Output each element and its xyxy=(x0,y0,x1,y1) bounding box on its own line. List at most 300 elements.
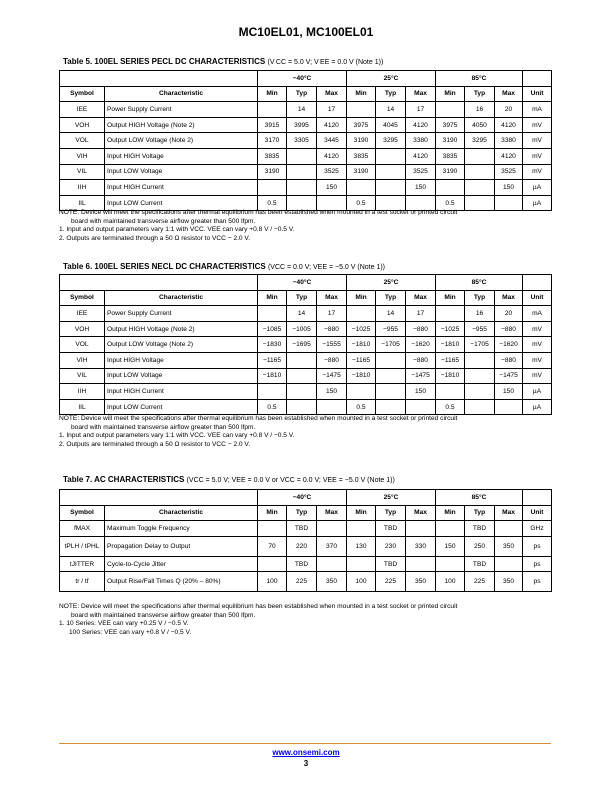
row-value: 150 xyxy=(495,180,523,196)
row-unit: mV xyxy=(523,368,552,384)
row-value xyxy=(495,521,523,537)
row-value: 0.5 xyxy=(436,195,465,211)
row-characteristic: Input HIGH Voltage xyxy=(105,148,258,164)
row-value xyxy=(495,556,523,572)
note-line: board with maintained transverse airflow greater than 500 lfpm. xyxy=(71,423,256,431)
row-value xyxy=(376,399,406,415)
table7-notes xyxy=(59,603,559,637)
max-header: Max xyxy=(495,505,523,521)
row-unit: mA xyxy=(523,102,552,118)
table-row xyxy=(60,117,552,133)
table-row xyxy=(60,148,552,164)
typ-header: Typ xyxy=(376,505,406,521)
row-value xyxy=(347,102,376,118)
row-symbol: VIL xyxy=(60,164,105,180)
row-value: −880 xyxy=(495,321,523,337)
note-line: 2. Outputs are terminated through a 50 Ω resistor to VCC − 2.0 V. xyxy=(59,234,251,242)
row-value: −1025 xyxy=(347,321,376,337)
row-value: 350 xyxy=(495,572,523,592)
footer-website-link[interactable]: www.onsemi.com xyxy=(272,748,340,757)
row-value: 3995 xyxy=(287,117,317,133)
note-line: NOTE: Device will meet the specifications after thermal equilibrium has been established when mounted in a test socket or printed circuit xyxy=(59,603,458,610)
header-blank xyxy=(60,490,258,506)
row-value xyxy=(376,352,406,368)
row-value xyxy=(287,399,317,415)
row-value: 350 xyxy=(406,572,436,592)
row-value: 20 xyxy=(495,306,523,322)
typ-header: Typ xyxy=(465,505,495,521)
row-unit: mV xyxy=(523,133,552,149)
row-unit: µA xyxy=(523,195,552,211)
row-value xyxy=(258,306,287,322)
table-row xyxy=(60,399,552,415)
row-value: 3975 xyxy=(436,117,465,133)
typ-header: Typ xyxy=(287,86,317,102)
row-value: 100 xyxy=(436,572,465,592)
temp-header: 25°C xyxy=(347,275,436,291)
row-symbol: VIH xyxy=(60,148,105,164)
row-value: 3525 xyxy=(495,164,523,180)
row-symbol: IEE xyxy=(60,306,105,322)
row-value: 4120 xyxy=(495,117,523,133)
row-characteristic: Input HIGH Voltage xyxy=(105,352,258,368)
row-unit: mV xyxy=(523,352,552,368)
row-value: 14 xyxy=(376,306,406,322)
min-header: Min xyxy=(258,290,287,306)
min-header: Min xyxy=(347,290,376,306)
row-value xyxy=(347,384,376,400)
row-value: −1165 xyxy=(347,352,376,368)
row-value: 4050 xyxy=(465,117,495,133)
typ-header: Typ xyxy=(376,290,406,306)
row-value: 150 xyxy=(406,384,436,400)
row-value xyxy=(465,368,495,384)
row-value: 3190 xyxy=(436,133,465,149)
row-value: 17 xyxy=(406,306,436,322)
row-value: −1810 xyxy=(436,337,465,353)
footer-rule xyxy=(59,743,551,744)
note-line: 1. Input and output parameters vary 1:1 with VCC. VEE can vary +0.8 V / −0.5 V. xyxy=(59,226,295,234)
characteristic-header: Characteristic xyxy=(105,290,258,306)
row-unit: ps xyxy=(523,536,552,556)
row-value xyxy=(495,399,523,415)
note-line: 1. Input and output parameters vary 1:1 with VCC. VEE can vary +0.8 V / −0.5 V. xyxy=(59,432,295,440)
row-value: 4120 xyxy=(317,148,347,164)
row-value xyxy=(376,164,406,180)
table-row xyxy=(60,521,552,537)
row-value xyxy=(376,148,406,164)
row-unit: mV xyxy=(523,337,552,353)
typ-header: Typ xyxy=(287,290,317,306)
row-symbol: IIH xyxy=(60,384,105,400)
row-value: 3835 xyxy=(347,148,376,164)
min-header: Min xyxy=(258,505,287,521)
row-symbol: VOL xyxy=(60,337,105,353)
temp-header: 85°C xyxy=(436,490,523,506)
row-value: 250 xyxy=(465,536,495,556)
row-value xyxy=(465,164,495,180)
row-value: −1025 xyxy=(436,321,465,337)
row-value: TBD xyxy=(376,556,406,572)
symbol-header: Symbol xyxy=(60,290,105,306)
row-value: TBD xyxy=(465,521,495,537)
max-header: Max xyxy=(495,86,523,102)
row-value: 3525 xyxy=(406,164,436,180)
temp-header: 85°C xyxy=(436,275,523,291)
row-value xyxy=(436,521,465,537)
row-value xyxy=(287,180,317,196)
row-value: −1165 xyxy=(436,352,465,368)
row-unit: mV xyxy=(523,321,552,337)
table5 xyxy=(59,70,552,211)
row-value: 3380 xyxy=(495,133,523,149)
row-value: −1005 xyxy=(287,321,317,337)
row-unit: µA xyxy=(523,384,552,400)
row-value: 17 xyxy=(406,102,436,118)
row-value: 14 xyxy=(287,102,317,118)
temp-header: −40°C xyxy=(258,490,347,506)
row-characteristic: Output LOW Voltage (Note 2) xyxy=(105,133,258,149)
max-header: Max xyxy=(406,290,436,306)
row-value xyxy=(465,384,495,400)
row-value xyxy=(465,399,495,415)
row-value: 17 xyxy=(317,102,347,118)
header-blank xyxy=(60,275,258,291)
row-symbol: VIH xyxy=(60,352,105,368)
row-unit: ps xyxy=(523,556,552,572)
row-value: 4120 xyxy=(495,148,523,164)
row-value: 225 xyxy=(465,572,495,592)
row-value xyxy=(465,180,495,196)
row-value: 0.5 xyxy=(258,399,287,415)
row-value: 3305 xyxy=(287,133,317,149)
row-value: 4120 xyxy=(406,117,436,133)
characteristic-header: Characteristic xyxy=(105,505,258,521)
row-value xyxy=(406,521,436,537)
unit-header: Unit xyxy=(523,290,552,306)
note-line: NOTE: Device will meet the specifications after thermal equilibrium has been established when mounted in a test socket or printed circuit xyxy=(59,415,458,422)
row-value: −1620 xyxy=(495,337,523,353)
typ-header: Typ xyxy=(465,86,495,102)
row-unit: GHz xyxy=(523,521,552,537)
row-value xyxy=(436,306,465,322)
row-value: TBD xyxy=(465,556,495,572)
row-unit: mV xyxy=(523,117,552,133)
header-blank xyxy=(523,275,552,291)
row-value: −880 xyxy=(406,352,436,368)
row-value: 330 xyxy=(406,536,436,556)
row-characteristic: Maximum Toggle Frequency xyxy=(105,521,258,537)
row-value: TBD xyxy=(376,521,406,537)
row-value: TBD xyxy=(287,521,317,537)
row-value: −1555 xyxy=(317,337,347,353)
row-symbol: tPLH / tPHL xyxy=(60,536,105,556)
row-value: 0.5 xyxy=(436,399,465,415)
row-value: −1810 xyxy=(347,337,376,353)
row-symbol: VOH xyxy=(60,117,105,133)
max-header: Max xyxy=(317,505,347,521)
row-value: −1705 xyxy=(376,337,406,353)
row-value: 230 xyxy=(376,536,406,556)
row-characteristic: Propagation Delay to Output xyxy=(105,536,258,556)
row-value: 14 xyxy=(287,306,317,322)
table-row xyxy=(60,572,552,592)
max-header: Max xyxy=(495,290,523,306)
min-header: Min xyxy=(347,86,376,102)
row-symbol: IIL xyxy=(60,399,105,415)
row-value xyxy=(406,556,436,572)
header-blank xyxy=(60,71,258,87)
row-characteristic: Power Supply Current xyxy=(105,102,258,118)
table-row xyxy=(60,536,552,556)
page-header-title: MC10EL01, MC100EL01 xyxy=(238,25,374,39)
row-value: −1810 xyxy=(347,368,376,384)
table-row xyxy=(60,337,552,353)
row-unit: mA xyxy=(523,306,552,322)
table6-title xyxy=(63,262,385,271)
row-characteristic: Input LOW Current xyxy=(105,399,258,415)
temp-header: 85°C xyxy=(436,71,523,87)
min-header: Min xyxy=(436,505,465,521)
row-value: 3525 xyxy=(317,164,347,180)
row-value: 0.5 xyxy=(347,399,376,415)
row-value: 150 xyxy=(317,180,347,196)
row-value xyxy=(258,556,287,572)
row-value xyxy=(258,102,287,118)
row-value xyxy=(436,180,465,196)
row-value xyxy=(258,384,287,400)
row-characteristic: Input LOW Current xyxy=(105,195,258,211)
unit-header: Unit xyxy=(523,505,552,521)
row-value: 14 xyxy=(376,102,406,118)
row-value xyxy=(436,384,465,400)
table-row xyxy=(60,384,552,400)
row-value: 3190 xyxy=(258,164,287,180)
note-line: 100 Series: VEE can vary +0.8 V / −0.5 V. xyxy=(69,628,192,636)
row-value xyxy=(317,399,347,415)
row-value xyxy=(436,102,465,118)
max-header: Max xyxy=(317,290,347,306)
row-value: 150 xyxy=(317,384,347,400)
row-value: 3915 xyxy=(258,117,287,133)
typ-header: Typ xyxy=(376,86,406,102)
header-blank xyxy=(523,490,552,506)
table-row xyxy=(60,306,552,322)
temp-header: −40°C xyxy=(258,71,347,87)
row-value xyxy=(287,368,317,384)
row-characteristic: Input HIGH Current xyxy=(105,180,258,196)
row-characteristic: Output LOW Voltage (Note 2) xyxy=(105,337,258,353)
row-value xyxy=(376,368,406,384)
table-row xyxy=(60,368,552,384)
row-value: 370 xyxy=(317,536,347,556)
row-value: −880 xyxy=(495,352,523,368)
table7-title xyxy=(63,475,395,484)
row-value: 3295 xyxy=(376,133,406,149)
row-value: 3445 xyxy=(317,133,347,149)
table5-conditions: (V CC = 5.0 V; V EE = 0.0 V (Note 1)) xyxy=(267,59,384,66)
row-value: −880 xyxy=(317,321,347,337)
row-symbol: fMAX xyxy=(60,521,105,537)
min-header: Min xyxy=(258,86,287,102)
row-value: 20 xyxy=(495,102,523,118)
row-value: −1830 xyxy=(258,337,287,353)
row-value: 3835 xyxy=(436,148,465,164)
row-value: −880 xyxy=(317,352,347,368)
note-line: 1. 10 Series: VEE can vary +0.25 V / −0.5 V. xyxy=(59,620,189,628)
table6-notes xyxy=(59,415,559,449)
row-value xyxy=(287,384,317,400)
row-unit: µA xyxy=(523,180,552,196)
note-line: board with maintained transverse airflow greater than 500 lfpm. xyxy=(71,611,256,619)
row-value: 4120 xyxy=(406,148,436,164)
table6-title-text: Table 6. 100EL SERIES NECL DC CHARACTERISTICS xyxy=(63,262,266,271)
row-value: −955 xyxy=(376,321,406,337)
table6 xyxy=(59,274,552,415)
row-value: 350 xyxy=(317,572,347,592)
max-header: Max xyxy=(317,86,347,102)
row-value xyxy=(465,148,495,164)
row-value: −1810 xyxy=(436,368,465,384)
row-characteristic: Output Rise/Fall Times Q (20% – 80%) xyxy=(105,572,258,592)
row-symbol: VIL xyxy=(60,368,105,384)
row-characteristic: Output HIGH Voltage (Note 2) xyxy=(105,117,258,133)
table-row xyxy=(60,102,552,118)
row-unit: mV xyxy=(523,164,552,180)
row-characteristic: Output HIGH Voltage (Note 2) xyxy=(105,321,258,337)
row-value: −1620 xyxy=(406,337,436,353)
table7-title-text: Table 7. AC CHARACTERISTICS xyxy=(63,475,185,484)
row-value: 3835 xyxy=(258,148,287,164)
row-value xyxy=(347,521,376,537)
row-symbol: tr / tf xyxy=(60,572,105,592)
row-symbol: IIH xyxy=(60,180,105,196)
row-value xyxy=(287,148,317,164)
row-value: −1810 xyxy=(258,368,287,384)
row-value: 350 xyxy=(495,536,523,556)
row-symbol: VOL xyxy=(60,133,105,149)
row-value: 4120 xyxy=(317,117,347,133)
table5-title-text: Table 5. 100EL SERIES PECL DC CHARACTERISTICS xyxy=(63,57,266,66)
symbol-header: Symbol xyxy=(60,86,105,102)
table5-notes xyxy=(59,209,559,243)
row-value: 225 xyxy=(376,572,406,592)
table-row xyxy=(60,180,552,196)
temp-header: 25°C xyxy=(347,490,436,506)
row-value: 3190 xyxy=(436,164,465,180)
row-value: −880 xyxy=(406,321,436,337)
row-characteristic: Input LOW Voltage xyxy=(105,164,258,180)
row-value: −1475 xyxy=(406,368,436,384)
max-header: Max xyxy=(406,505,436,521)
min-header: Min xyxy=(436,86,465,102)
row-characteristic: Cycle-to-Cycle Jitter xyxy=(105,556,258,572)
row-value: 220 xyxy=(287,536,317,556)
table-row xyxy=(60,321,552,337)
row-value: −1695 xyxy=(287,337,317,353)
row-value xyxy=(465,352,495,368)
row-value xyxy=(436,556,465,572)
row-value: 3380 xyxy=(406,133,436,149)
typ-header: Typ xyxy=(465,290,495,306)
table-row xyxy=(60,164,552,180)
row-value: 0.5 xyxy=(347,195,376,211)
table-row xyxy=(60,352,552,368)
row-unit: µA xyxy=(523,399,552,415)
row-value xyxy=(406,399,436,415)
temp-header: 25°C xyxy=(347,71,436,87)
row-value: −1165 xyxy=(258,352,287,368)
max-header: Max xyxy=(406,86,436,102)
row-unit: ps xyxy=(523,572,552,592)
note-line: NOTE: Device will meet the specifications after thermal equilibrium has been established when mounted in a test socket or printed circuit xyxy=(59,209,458,216)
row-value: 130 xyxy=(347,536,376,556)
min-header: Min xyxy=(436,290,465,306)
row-value: 225 xyxy=(287,572,317,592)
note-line: 2. Outputs are terminated through a 50 Ω resistor to VCC − 2.0 V. xyxy=(59,440,251,448)
table7-conditions: (VCC = 5.0 V; VEE = 0.0 V or VCC = 0.0 V; VEE = −5.0 V (Note 1)) xyxy=(186,477,395,484)
row-value: −1475 xyxy=(495,368,523,384)
table7 xyxy=(59,489,552,592)
row-value: 100 xyxy=(347,572,376,592)
row-value: 0.5 xyxy=(258,195,287,211)
row-value: −1705 xyxy=(465,337,495,353)
row-value: −1475 xyxy=(317,368,347,384)
row-value: 3295 xyxy=(465,133,495,149)
row-value: 70 xyxy=(258,536,287,556)
header-blank xyxy=(523,71,552,87)
table-row xyxy=(60,556,552,572)
typ-header: Typ xyxy=(287,505,317,521)
table6-conditions: (VCC = 0.0 V; VEE = −5.0 V (Note 1)) xyxy=(267,264,385,271)
row-symbol: tJITTER xyxy=(60,556,105,572)
row-characteristic: Input LOW Voltage xyxy=(105,368,258,384)
row-characteristic: Power Supply Current xyxy=(105,306,258,322)
unit-header: Unit xyxy=(523,86,552,102)
row-value: −955 xyxy=(465,321,495,337)
row-value xyxy=(258,521,287,537)
row-value xyxy=(287,352,317,368)
min-header: Min xyxy=(347,505,376,521)
row-unit: mV xyxy=(523,148,552,164)
row-value: −1085 xyxy=(258,321,287,337)
row-value xyxy=(287,164,317,180)
row-value xyxy=(317,521,347,537)
row-value: 16 xyxy=(465,102,495,118)
row-value xyxy=(376,180,406,196)
row-value xyxy=(347,180,376,196)
row-value xyxy=(317,556,347,572)
row-symbol: IEE xyxy=(60,102,105,118)
row-value: 150 xyxy=(436,536,465,556)
row-value: TBD xyxy=(287,556,317,572)
row-value xyxy=(347,306,376,322)
row-value xyxy=(258,180,287,196)
page-number: 3 xyxy=(303,759,309,768)
row-value xyxy=(347,556,376,572)
row-value: 3190 xyxy=(347,133,376,149)
row-value: 16 xyxy=(465,306,495,322)
note-line: board with maintained transverse airflow greater than 500 lfpm. xyxy=(71,217,256,225)
row-symbol: VOH xyxy=(60,321,105,337)
row-symbol: IIL xyxy=(60,195,105,211)
symbol-header: Symbol xyxy=(60,505,105,521)
row-value: 4045 xyxy=(376,117,406,133)
row-value: 3975 xyxy=(347,117,376,133)
characteristic-header: Characteristic xyxy=(105,86,258,102)
row-value: 150 xyxy=(406,180,436,196)
row-value: 3190 xyxy=(347,164,376,180)
